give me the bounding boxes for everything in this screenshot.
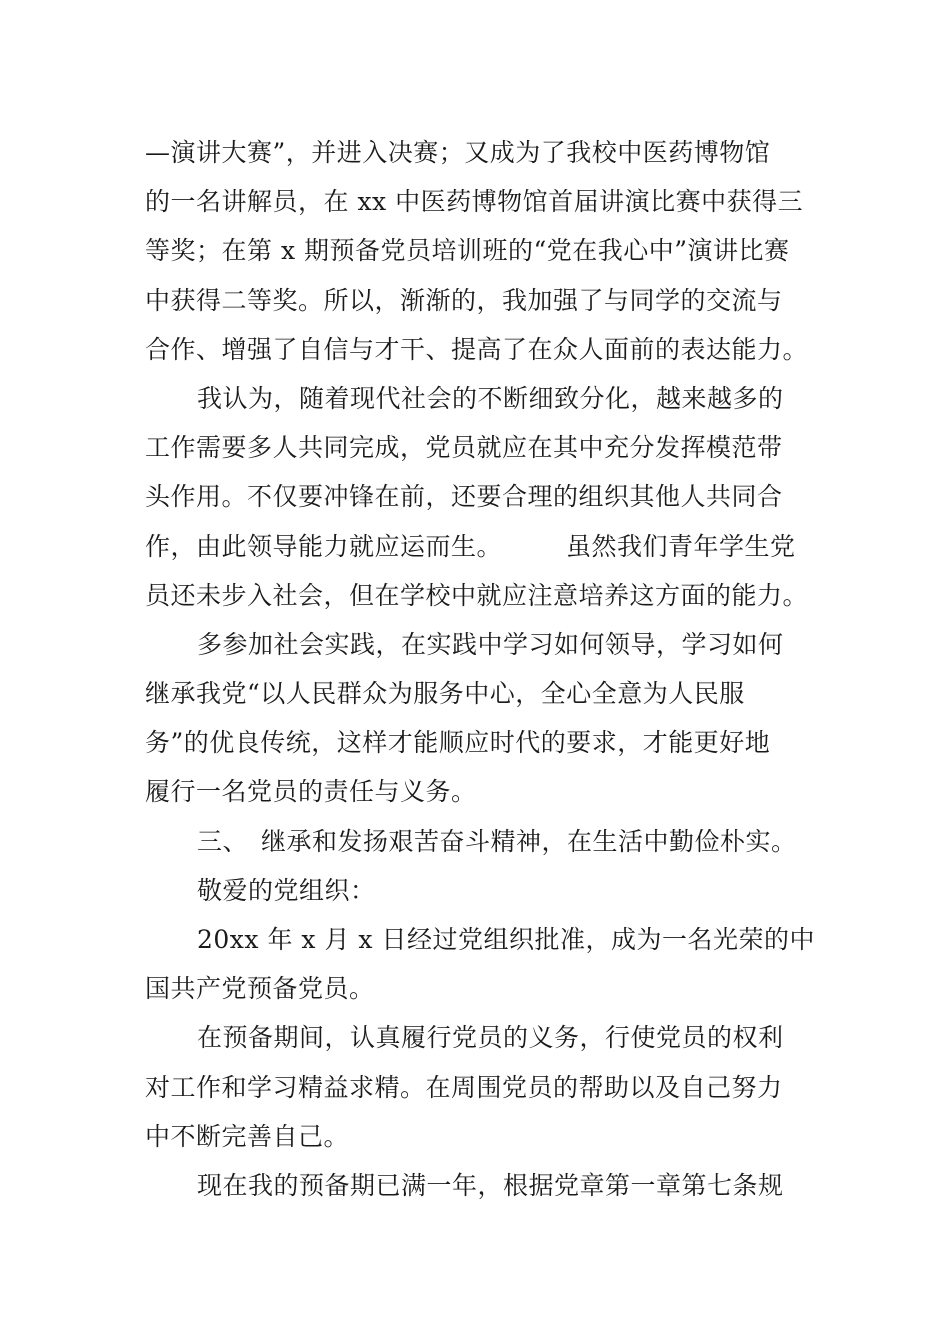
text-line-4: 中获得二等奖。所以，渐渐的，我加强了与同学的交流与	[145, 285, 783, 315]
text-line-9: 作，由此领导能力就应运而生。 虽然我们青年学生党	[145, 531, 796, 561]
text-line-18: 国共产党预备党员。	[145, 974, 375, 1004]
text-line-14: 履行一名党员的责任与义务。	[145, 777, 477, 807]
text-line-16: 敬爱的党组织：	[197, 875, 376, 905]
text-line-5: 合作、增强了自信与才干、提高了在众人面前的表达能力。	[145, 334, 809, 364]
text-line-7: 工作需要多人共同完成，党员就应在其中充分发挥模范带	[145, 433, 783, 463]
text-line-17: 20xx 年 x 月 x 日经过党组织批准，成为一名光荣的中	[197, 925, 815, 954]
text-line-21: 中不断完善自己。	[145, 1121, 350, 1151]
text-line-11: 多参加社会实践，在实践中学习如何领导，学习如何	[197, 629, 784, 659]
text-line-19: 在预备期间，认真履行党员的义务，行使党员的权利	[197, 1023, 784, 1053]
text-line-8: 头作用。不仅要冲锋在前，还要合理的组织其他人共同合	[145, 482, 783, 512]
text-line-22: 现在我的预备期已满一年，根据党章第一章第七条规	[197, 1170, 784, 1200]
text-line-12: 继承我党“以人民群众为服务中心，全心全意为人民服	[145, 679, 745, 709]
text-line-3: 等奖；在第 x 期预备党员培训班的“党在我心中”演讲比赛	[145, 236, 790, 266]
document-body	[145, 128, 815, 1210]
text-line-15: 三、 继承和发扬艰苦奋斗精神，在生活中勤俭朴实。	[197, 826, 797, 856]
text-line-20: 对工作和学习精益求精。在周围党员的帮助以及自己努力	[145, 1072, 783, 1102]
text-line-1: —演讲大赛”，并进入决赛；又成为了我校中医药博物馆	[145, 138, 771, 167]
text-line-13: 务”的优良传统，这样才能顺应时代的要求，才能更好地	[145, 728, 771, 758]
text-line-2: 的一名讲解员，在 xx 中医药博物馆首届讲演比赛中获得三	[145, 187, 804, 217]
text-line-6: 我认为，随着现代社会的不断细致分化，越来越多的	[197, 383, 784, 413]
text-line-10: 员还未步入社会，但在学校中就应注意培养这方面的能力。	[145, 580, 809, 610]
